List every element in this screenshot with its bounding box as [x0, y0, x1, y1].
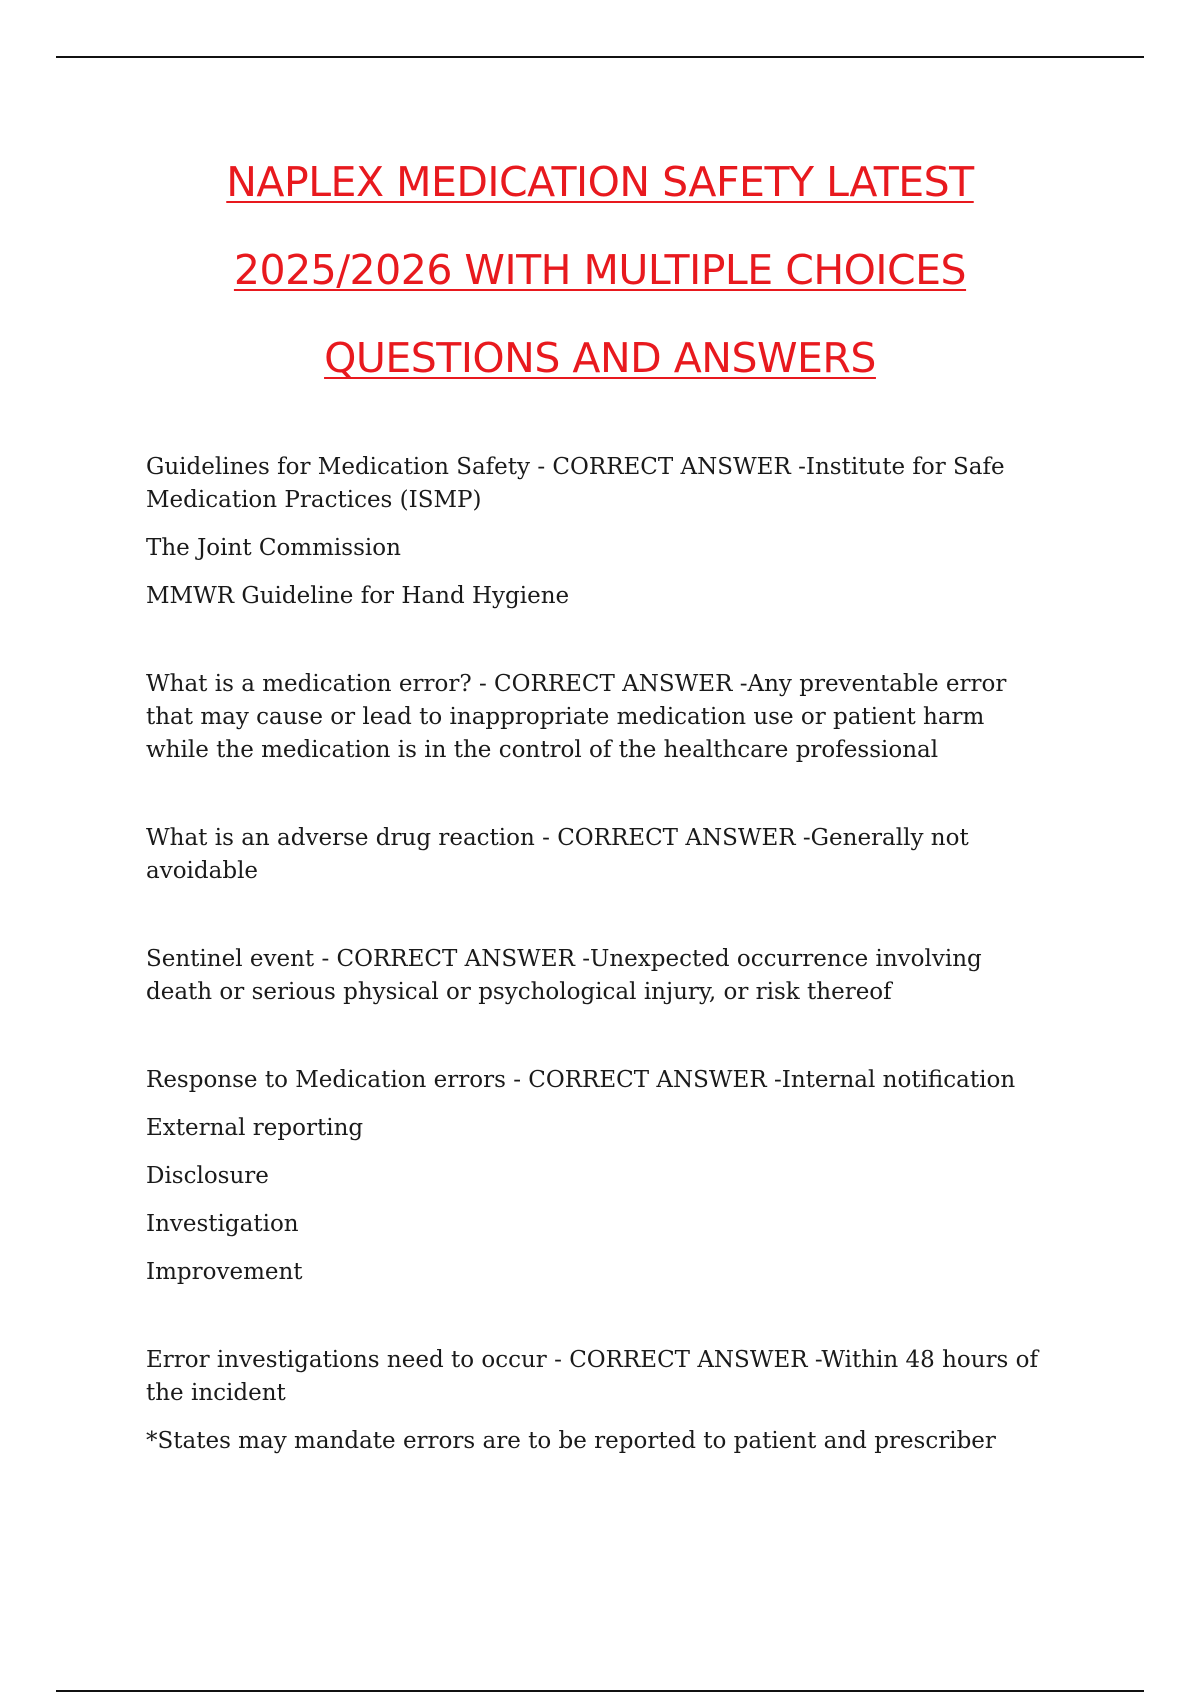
qa-text: Guidelines for Medication Safety - CORRECT ANSWER -Institute for Safe Medication Practices (ISMP) [146, 454, 1012, 513]
qa-extra-line: External reporting [146, 1115, 364, 1141]
qa-item-guidelines [146, 451, 1046, 613]
title-line: QUESTIONS AND ANSWERS [324, 334, 876, 382]
top-rule [56, 56, 1144, 58]
qa-item-sentinel-event [146, 943, 1046, 1009]
title-line: NAPLEX MEDICATION SAFETY LATEST [226, 158, 974, 206]
bottom-rule [56, 1690, 1144, 1692]
qa-text: What is an adverse drug reaction - CORRECT ANSWER -Generally not avoidable [146, 825, 977, 884]
qa-text: What is a medication error? - CORRECT ANSWER -Any preventable error that may cause or lead to inappropriate medication use or patient harm while the medication is in the control of the healthcare professional [146, 671, 1014, 763]
qa-extra-line: Disclosure [146, 1163, 269, 1189]
qa-text: Error investigations need to occur - CORRECT ANSWER -Within 48 hours of the incident [146, 1347, 1046, 1406]
qa-extra-line: Investigation [146, 1211, 299, 1237]
qa-item-medication-error [146, 668, 1046, 767]
qa-item-response-errors [146, 1064, 1046, 1289]
qa-extra-line: *States may mandate errors are to be reported to patient and prescriber [146, 1428, 996, 1454]
qa-extra-line: MMWR Guideline for Hand Hygiene [146, 583, 570, 609]
title-line: 2025/2026 WITH MULTIPLE CHOICES [233, 246, 967, 294]
qa-item-adverse-reaction [146, 822, 1046, 888]
document-title [100, 138, 1100, 402]
qa-text: Response to Medication errors - CORRECT ANSWER -Internal notification [146, 1067, 1016, 1093]
qa-extra-line: Improvement [146, 1259, 303, 1285]
qa-item-error-investigations [146, 1344, 1046, 1458]
qa-extra-line: The Joint Commission [146, 535, 401, 561]
qa-text: Sentinel event - CORRECT ANSWER -Unexpected occurrence involving death or serious physical or psychological injury, or risk thereof [146, 946, 990, 1005]
qa-list [146, 451, 1046, 1513]
